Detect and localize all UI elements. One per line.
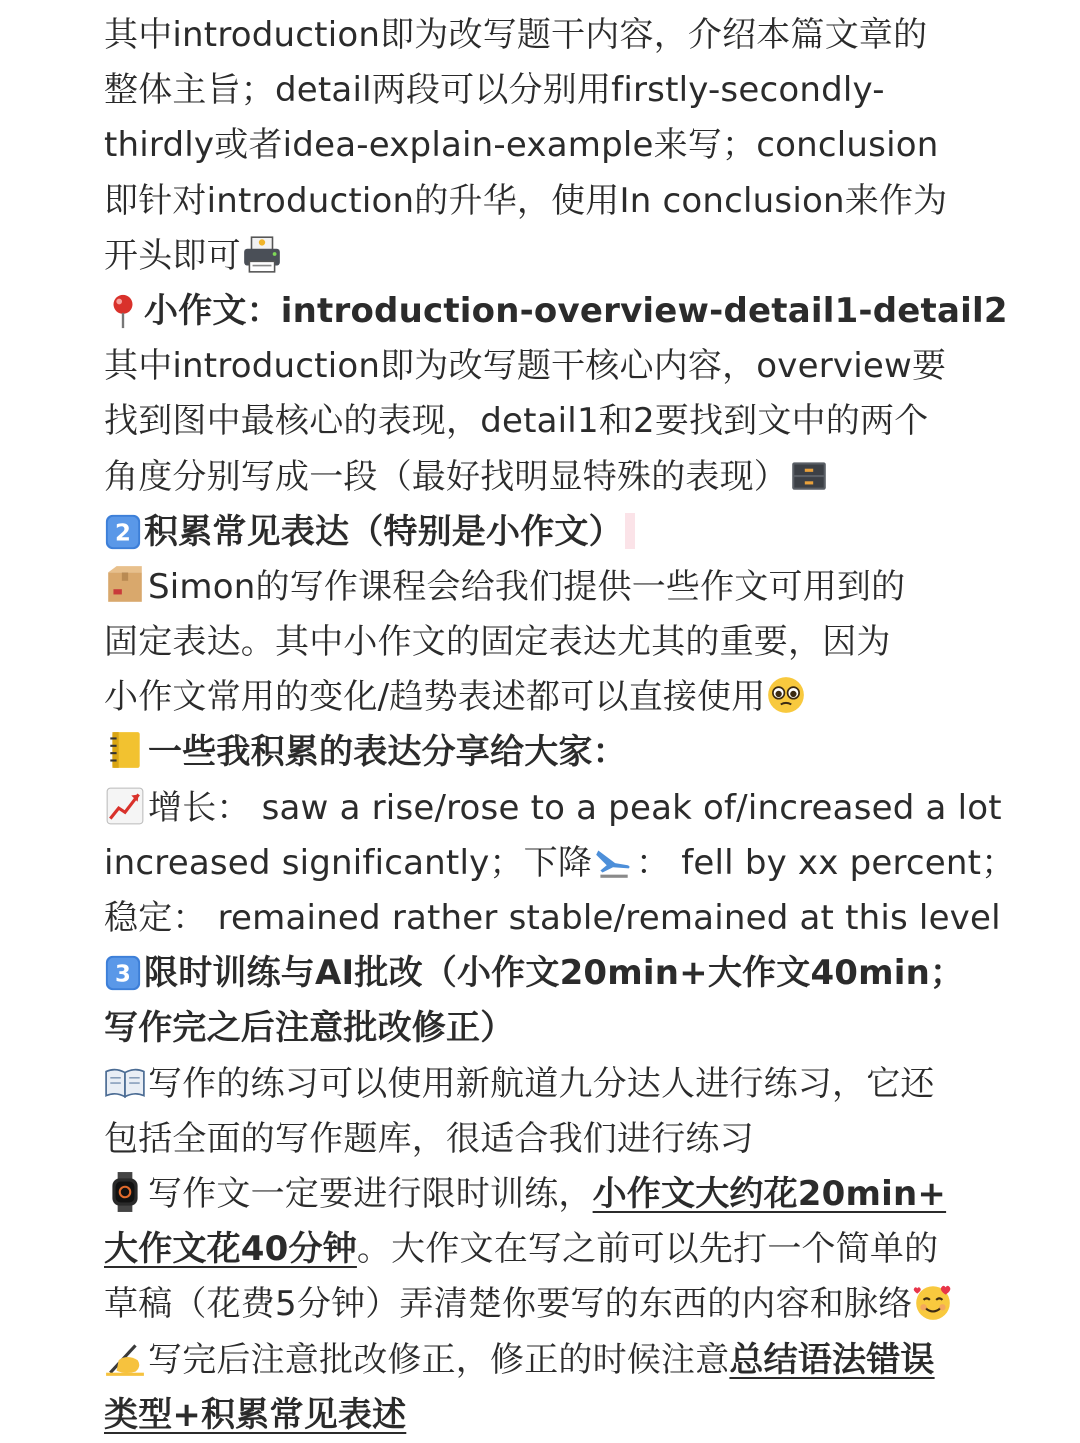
text-line — [104, 1167, 1004, 1222]
paragraph-text: 其中introduction即为改写题干内容，介绍本篇文章的 — [104, 15, 928, 55]
chart-increasing-icon — [104, 785, 146, 827]
writing-hand-icon — [104, 1337, 146, 1379]
paragraph-text: thirdly或者idea-explain-example来写；conclusion — [104, 125, 939, 166]
text-line — [104, 615, 1004, 670]
heading-text: 写作完之后注意批改修正） — [104, 1008, 515, 1049]
heading-text: 积累常见表达（特别是小作文） — [144, 511, 623, 552]
paragraph-text: Simon的写作课程会给我们提供一些作文可用到的 — [148, 566, 906, 607]
paragraph-text: 写完后注意批改修正，修正的时候注意 — [148, 1339, 730, 1380]
text-line — [104, 670, 1004, 725]
text-line — [104, 394, 1004, 449]
paragraph-text: increased significantly；下降 — [104, 842, 593, 883]
text-line — [104, 1222, 1004, 1277]
svg-text:3: 3 — [114, 961, 132, 988]
text-line — [104, 63, 1004, 118]
share-heading — [104, 725, 1004, 780]
heading-text: 限时训练与AI批改（小作文20min+大作文40min； — [144, 953, 965, 994]
paragraph-text: 写作文一定要进行限时训练， — [148, 1173, 593, 1214]
text-line — [104, 1333, 1004, 1388]
paragraph-text: 固定表达。其中小作文的固定表达尤其的重要，因为 — [104, 622, 891, 663]
paragraph-text: 找到图中最核心的表现，detail1和2要找到文中的两个 — [104, 401, 929, 442]
text-line — [104, 1057, 1004, 1112]
text-line — [104, 229, 1004, 284]
paragraph-text: 其中introduction即为改写题干核心内容，overview要 — [104, 346, 947, 387]
text-line — [104, 891, 1004, 946]
paragraph-text: 草稿（花费5分钟）弄清楚你要写的东西的内容和脉络 — [104, 1284, 913, 1325]
file-cabinet-icon — [788, 454, 830, 496]
watch-icon — [104, 1171, 146, 1213]
paragraph-text: 包括全面的写作题库，很适合我们进行练习 — [104, 1118, 754, 1159]
text-line — [104, 339, 1004, 394]
heading-text: 小作文：introduction-overview-detail1-detail2 — [144, 290, 1008, 331]
text-line — [104, 8, 1004, 63]
text-line — [104, 1388, 1004, 1443]
paragraph-text: 。大作文在写之前可以先打一个简单的 — [356, 1229, 939, 1270]
smiling-face-with-hearts-icon — [912, 1281, 954, 1323]
paragraph-text: 整体主旨；detail两段可以分别用firstly-secondly- — [104, 70, 885, 111]
underlined-text: 大作文花40分钟 — [104, 1229, 357, 1270]
section-3-heading-cont — [104, 1001, 1004, 1056]
airplane-arrival-icon — [592, 840, 634, 882]
highlight-mark — [625, 513, 635, 549]
text-line — [104, 560, 1004, 615]
text-line — [104, 836, 1016, 891]
paragraph-text: ： fell by xx percent； — [636, 842, 1016, 883]
text-line — [104, 781, 1004, 836]
keycap-2-icon — [104, 513, 142, 551]
text-line — [104, 1277, 1004, 1332]
section-2-heading — [104, 505, 1004, 560]
paragraph-text: 小作文常用的变化/趋势表述都可以直接使用 — [104, 677, 766, 718]
paragraph-text: 角度分别写成一段（最好找明显特殊的表现） — [104, 456, 788, 497]
open-book-icon — [104, 1061, 146, 1103]
text-line — [104, 118, 1004, 173]
paragraph-text: 稳定： remained rather stable/remained at this level — [104, 898, 1001, 938]
text-line — [104, 1112, 1004, 1167]
underlined-text: 小作文大约花20min+ — [592, 1173, 947, 1214]
paragraph-text: 开头即可 — [104, 235, 241, 276]
round-pushpin-icon — [104, 292, 142, 330]
paragraph-text: 增长： saw a rise/rose to a peak of/increased a lot — [148, 787, 1002, 828]
package-icon — [104, 564, 146, 606]
ledger-icon — [104, 729, 146, 771]
paragraph-text: 即针对introduction的升华，使用In conclusion来作为 — [104, 180, 948, 221]
small-essay-heading — [104, 284, 1008, 339]
document-body — [104, 8, 1016, 1443]
keycap-3-icon — [104, 954, 142, 992]
pleading-face-icon — [765, 674, 807, 716]
printer-icon — [241, 233, 283, 275]
paragraph-text: 写作的练习可以使用新航道九分达人进行练习，它还 — [148, 1063, 935, 1104]
underlined-text: 类型+积累常见表述 — [104, 1394, 407, 1435]
underlined-text: 总结语法错误 — [729, 1339, 935, 1380]
svg-text:2: 2 — [114, 520, 132, 547]
section-3-heading — [104, 946, 1004, 1001]
heading-text: 一些我积累的表达分享给大家： — [148, 732, 627, 773]
text-line — [104, 174, 1004, 229]
text-line — [104, 450, 1004, 505]
